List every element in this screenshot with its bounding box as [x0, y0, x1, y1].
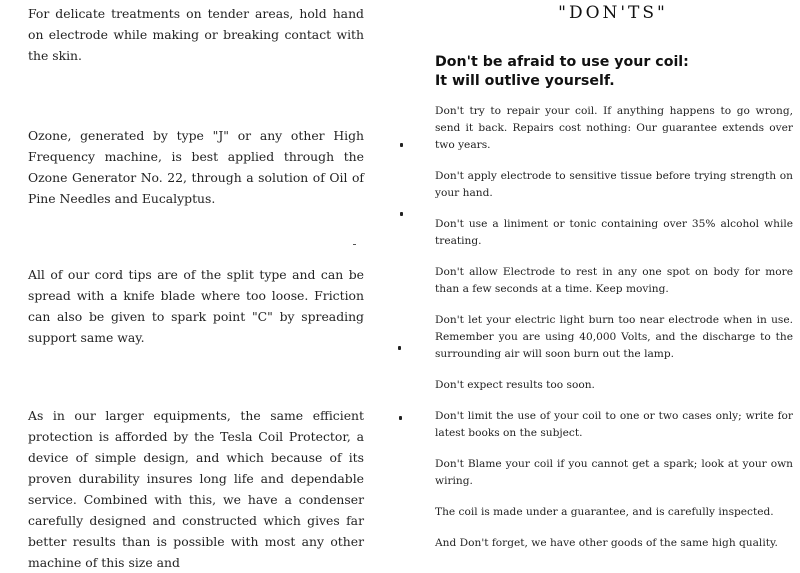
list-item: Don't Blame your coil if you cannot get a spark; look at your own wiring. — [435, 458, 793, 487]
list-item: Don't let your electric light burn too near electrode when in use. Remember you are using 40,000 Volts, and the discharge to the surrounding air will soon burn out the lamp. — [435, 314, 793, 360]
list-item: Don't apply electrode to sensitive tissue before trying strength on your hand. — [435, 170, 793, 199]
lead-line-2: It will outlive yourself. — [435, 73, 615, 89]
list-item: Don't allow Electrode to rest in any one spot on body for more than a few seconds at a time. Keep moving. — [435, 266, 793, 295]
print-speck — [353, 244, 356, 245]
paragraph-tesla-coil-protector: As in our larger equipments, the same efficient protection is afforded by the Tesla Coil Protector, a device of simple design, and which because of its proven durability insures long life and dependable service. Combined with this, we have a condenser carefully designed and constructed which gives far better results than is possible with most any other machine of this size and — [28, 408, 364, 570]
list-item: The coil is made under a guarantee, and is carefully inspected. — [435, 506, 774, 518]
list-item: And Don't forget, we have other goods of the same high quality. — [435, 537, 778, 549]
margin-dot — [399, 416, 402, 420]
donts-heading: "DON'TS" — [558, 3, 668, 23]
paragraph-delicate-treatments: For delicate treatments on tender areas, hold hand on electrode while making or breaking contact with the skin. — [28, 6, 364, 63]
margin-dot — [400, 212, 403, 216]
list-item: Don't limit the use of your coil to one or two cases only; write for latest books on the subject. — [435, 410, 793, 439]
paragraph-cord-tips: All of our cord tips are of the split type and can be spread with a knife blade where too loose. Friction can also be given to spark point "C" by spreading support same way. — [28, 267, 364, 345]
list-item: Don't try to repair your coil. If anything happens to go wrong, send it back. Repairs cost nothing: Our guarantee extends over two years. — [435, 105, 793, 151]
lead-statement — [435, 53, 793, 91]
margin-dot — [398, 346, 401, 350]
donts-list — [435, 103, 793, 566]
paragraph-ozone: Ozone, generated by type "J" or any other High Frequency machine, is best applied through the Ozone Generator No. 22, through a solution of Oil of Pine Needles and Eucalyptus. — [28, 128, 364, 206]
lead-line-1: Don't be afraid to use your coil: — [435, 54, 689, 70]
list-item: Don't expect results too soon. — [435, 379, 595, 391]
list-item: Don't use a liniment or tonic containing over 35% alcohol while treating. — [435, 218, 793, 247]
margin-dot — [400, 143, 403, 147]
